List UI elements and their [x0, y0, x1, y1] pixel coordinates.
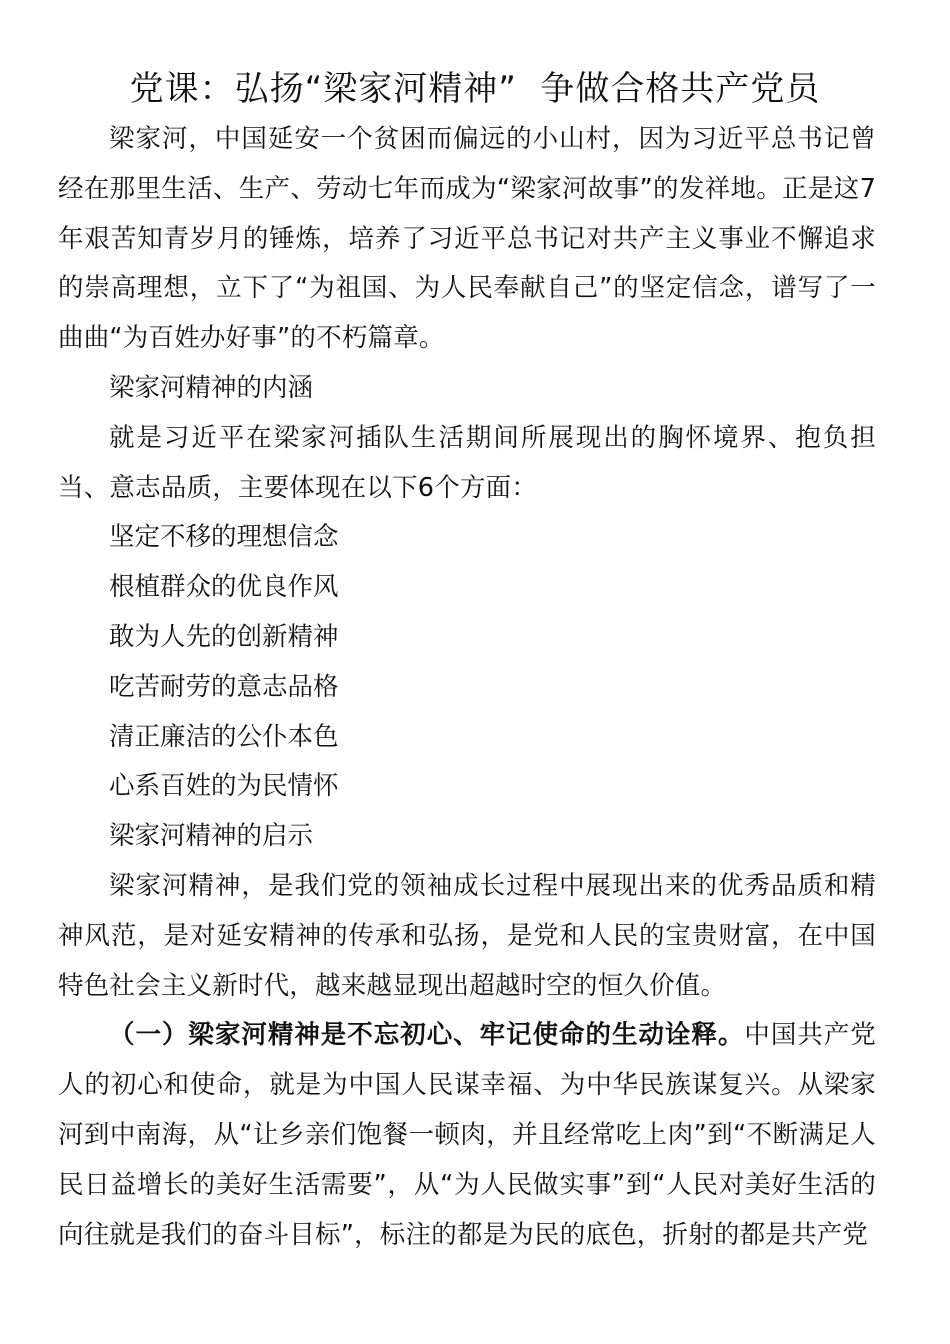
- intro-paragraph: 梁家河，中国延安一个贫困而偏远的小山村，因为习近平总书记曾经在那里生活、生产、劳动七年而成为“梁家河故事”的发祥地。正是这7年艰苦知青岁月的锤炼，培养了习近平总书记对共产主义事业不懈追求的崇高理想，立下了“为祖国、为人民奉献自己”的坚定信念，谱写了一曲曲“为百姓办好事”的不朽篇章。: [58, 124, 876, 354]
- aspect-list: [58, 513, 876, 812]
- inspiration-paragraph: 梁家河精神，是我们党的领袖成长过程中展现出来的优秀品质和精神风范，是对延安精神的传承和弘扬，是党和人民的宝贵财富，在中国特色社会主义新时代，越来越显现出超越时空的恒久价值。: [58, 870, 876, 1001]
- document-title: 党课：弘扬“梁家河精神” 争做合格共产党员: [129, 69, 821, 109]
- point-one-paragraph: [58, 1011, 876, 1260]
- connotation-paragraph: 就是习近平在梁家河插队生活期间所展现出的胸怀境界、抱负担当、意志品质，主要体现在以下6个方面：: [58, 422, 876, 503]
- section-heading-connotation: 梁家河精神的内涵: [109, 372, 314, 403]
- point-one-text: 中国共产党人的初心和使命，就是为中国人民谋幸福、为中华民族谋复兴。从梁家河到中南海，从“让乡亲们饱餐一顿肉，并且经常吃上肉”到“不断满足人民日益增长的美好生活需要”，从“为人民做实事”到“人民对美好生活的向往就是我们的奋斗目标”，标注的都是为民的底色，折射的都是共产党: [58, 1020, 876, 1250]
- point-one-heading: （一）梁家河精神是不忘初心、牢记使命的生动诠释。: [109, 1020, 745, 1051]
- document-body: [58, 115, 876, 1260]
- list-item: 心系百姓的为民情怀: [109, 771, 339, 802]
- list-item: 敢为人先的创新精神: [109, 621, 339, 652]
- section-heading-inspiration: 梁家河精神的启示: [109, 821, 314, 852]
- list-item: 根植群众的优良作风: [109, 572, 339, 603]
- list-item: 吃苦耐劳的意志品格: [109, 671, 339, 702]
- list-item: 坚定不移的理想信念: [109, 522, 339, 553]
- list-item: 清正廉洁的公仆本色: [109, 721, 339, 752]
